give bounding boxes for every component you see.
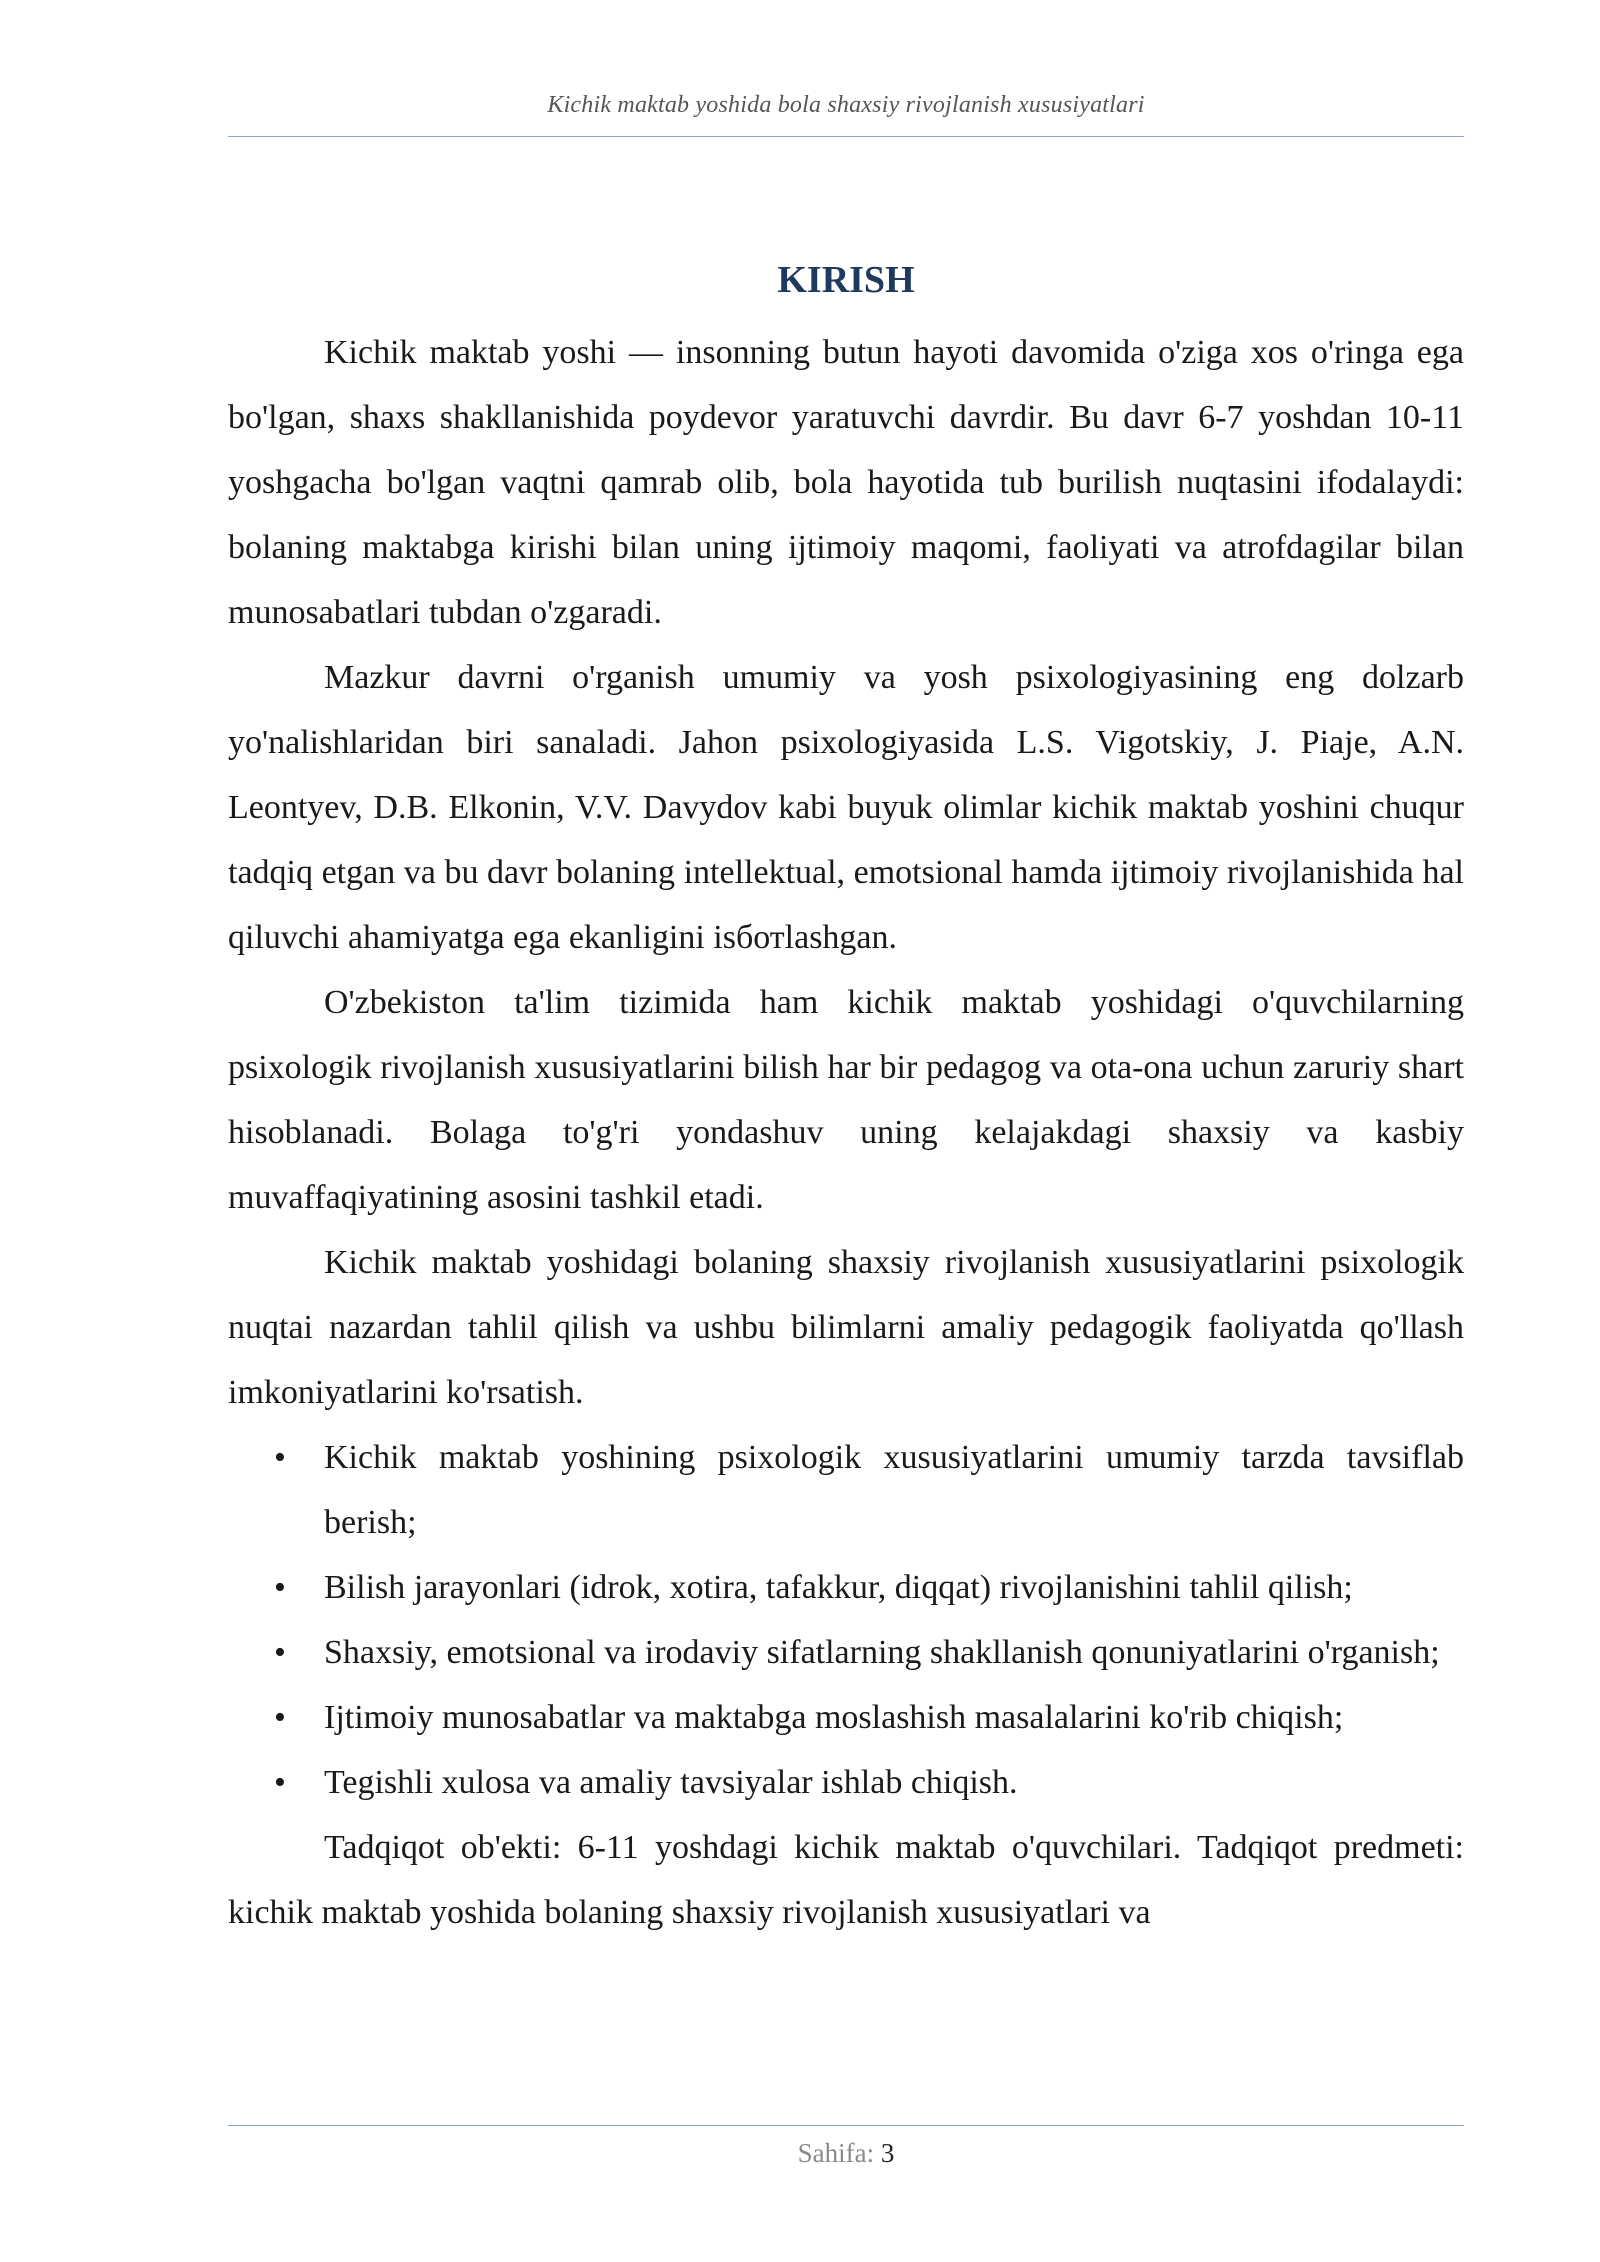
tasks-list: [228, 1425, 1464, 1815]
list-item: [228, 1620, 1464, 1685]
bullet-icon: •: [274, 1699, 286, 1736]
section-title: KIRISH: [777, 259, 915, 301]
bullet-icon: •: [274, 1439, 286, 1476]
page-number: 3: [880, 2138, 895, 2168]
list-item: [228, 1425, 1464, 1555]
bullet-icon: •: [274, 1569, 286, 1606]
body-text: [228, 320, 1464, 1945]
list-item: [228, 1685, 1464, 1750]
page-footer: [228, 2138, 1464, 2169]
list-item-text: Bilish jarayonlari (idrok, xotira, tafakkur, diqqat) rivojlanishini tahlil qilish;: [324, 1569, 1353, 1606]
paragraph-4: Kichik maktab yoshidagi bolaning shaxsiy rivojlanish xususiyatlarini psixologik nuqtai nazardan tahlil qilish va ushbu bilimlarni amaliy pedagogik faoliyatda qo'llash imkoniyatlarini ko'rsatish.: [228, 1244, 1464, 1411]
list-item-text: Shaxsiy, emotsional va irodaviy sifatlarning shakllanish qonuniyatlarini o'rganish;: [324, 1634, 1440, 1671]
list-item: [228, 1750, 1464, 1815]
paragraph-3: O'zbekiston ta'lim tizimida ham kichik maktab yoshidagi o'quvchilarning psixologik rivojlanish xususiyatlarini bilish har bir pedagog va ota-ona uchun zaruriy shart hisoblanadi. Bolaga to'g'ri yondashuv uning kelajakdagi shaxsiy va kasbiy muvaffaqiyatining asosini tashkil etadi.: [228, 984, 1464, 1216]
list-item-text: Tegishli xulosa va amaliy tavsiyalar ishlab chiqish.: [324, 1764, 1018, 1801]
paragraph-2: Mazkur davrni o'rganish umumiy va yosh psixologiyasining eng dolzarb yo'nalishlaridan biri sanaladi. Jahon psixologiyasida L.S. Vigotskiy, J. Piaje, A.N. Leontyev, D.B. Elkonin, V.V. Davydov kabi buyuk olimlar kichik maktab yoshini chuqur tadqiq etgan va bu davr bolaning intellektual, emotsional hamda ijtimoiy rivojlanishida hal qiluvchi ahamiyatga ega ekanligini isботlashgan.: [228, 659, 1464, 956]
paragraph-1: Kichik maktab yoshi — insonning butun hayoti davomida o'ziga xos o'ringa ega bo'lgan, shaxs shakllanishida poydevor yaratuvchi davrdir. Bu davr 6-7 yoshdan 10-11 yoshgacha bo'lgan vaqtni qamrab olib, bola hayotida tub burilish nuqtasini ifodalaydi: bolaning maktabga kirishi bilan uning ijtimoiy maqomi, faoliyati va atrofdagilar bilan munosabatlari tubdan o'zgaradi.: [228, 334, 1464, 631]
running-header: Kichik maktab yoshida bola shaxsiy rivojlanish xususiyatlari: [547, 92, 1145, 118]
list-item: [228, 1555, 1464, 1620]
footer-divider: [228, 2125, 1464, 2126]
list-item-text: Ijtimoiy munosabatlar va maktabga moslashish masalalarini ko'rib chiqish;: [324, 1699, 1344, 1736]
page-label: Sahifa:: [797, 2138, 875, 2168]
header-divider: [228, 136, 1464, 137]
list-item-text: Kichik maktab yoshining psixologik xususiyatlarini umumiy tarzda tavsiflab berish;: [324, 1439, 1464, 1541]
paragraph-object-subject: Tadqiqot ob'ekti: 6-11 yoshdagi kichik maktab o'quvchilari. Tadqiqot predmeti: kichik maktab yoshida bolaning shaxsiy rivojlanish xususiyatlari va: [228, 1829, 1464, 1931]
bullet-icon: •: [274, 1764, 286, 1801]
bullet-icon: •: [274, 1634, 286, 1671]
